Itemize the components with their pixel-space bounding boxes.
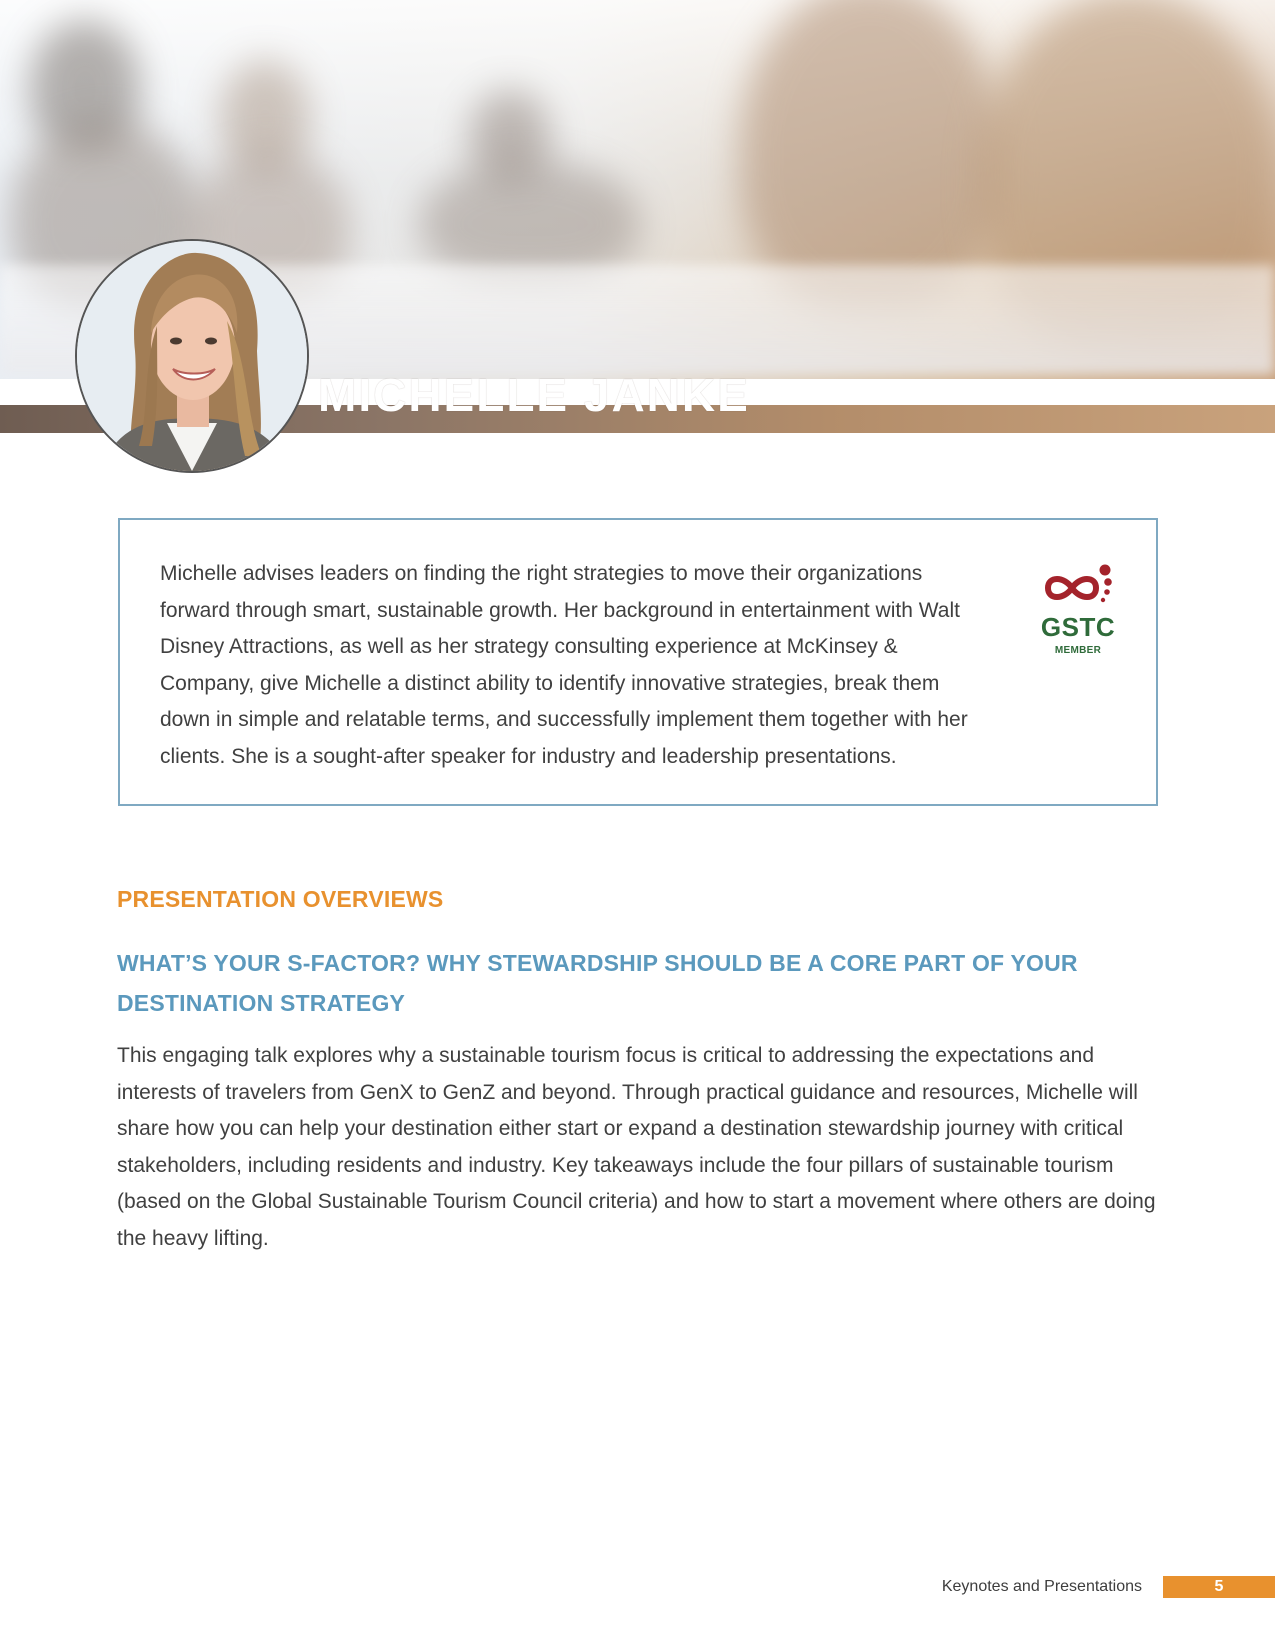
gstc-logo-icon bbox=[1036, 562, 1120, 606]
talk-title: WHAT’S YOUR S-FACTOR? WHY STEWARDSHIP SHOULD BE A CORE PART OF YOUR DESTINATION STRATEGY bbox=[117, 950, 1078, 1016]
speaker-name: MICHELLE JANKE bbox=[318, 369, 750, 421]
talk-description: This engaging talk explores why a sustainable tourism focus is critical to addressing the expectations and interests of travelers from GenX to GenZ and beyond. Through practical guidance and resources, Michelle will share how you can help your destination either start or expand a destination stewardship journey with critical stakeholders, including residents and industry. Key takeaways include the four pillars of sustainable tourism (based on the Global Sustainable Tourism Council criteria) and how to start a movement where others are doing the heavy lifting. bbox=[117, 1044, 1156, 1250]
speaker-portrait bbox=[75, 239, 309, 473]
gstc-caption: MEMBER bbox=[1054, 645, 1102, 656]
footer-label: Keynotes and Presentations bbox=[941, 1578, 1142, 1595]
bio-text: Michelle advises leaders on finding the right strategies to move their organizations forward through smart, sustainable growth. Her background in entertainment with Walt Disney Attractions, as well as her strategy consulting experience at McKinsey & Company, give Michelle a distinct ability to identify innovative strategies, break them down in simple and relatable terms, and successfully implement them together with her clients. She is a sought-after speaker for industry and leadership presentations. bbox=[160, 562, 968, 768]
page-number: 5 bbox=[1163, 1576, 1275, 1598]
section-heading: PRESENTATION OVERVIEWS bbox=[117, 886, 444, 912]
bio-box bbox=[118, 518, 1158, 806]
gstc-member-badge bbox=[1032, 562, 1124, 656]
gstc-name: GSTC bbox=[1040, 612, 1116, 642]
